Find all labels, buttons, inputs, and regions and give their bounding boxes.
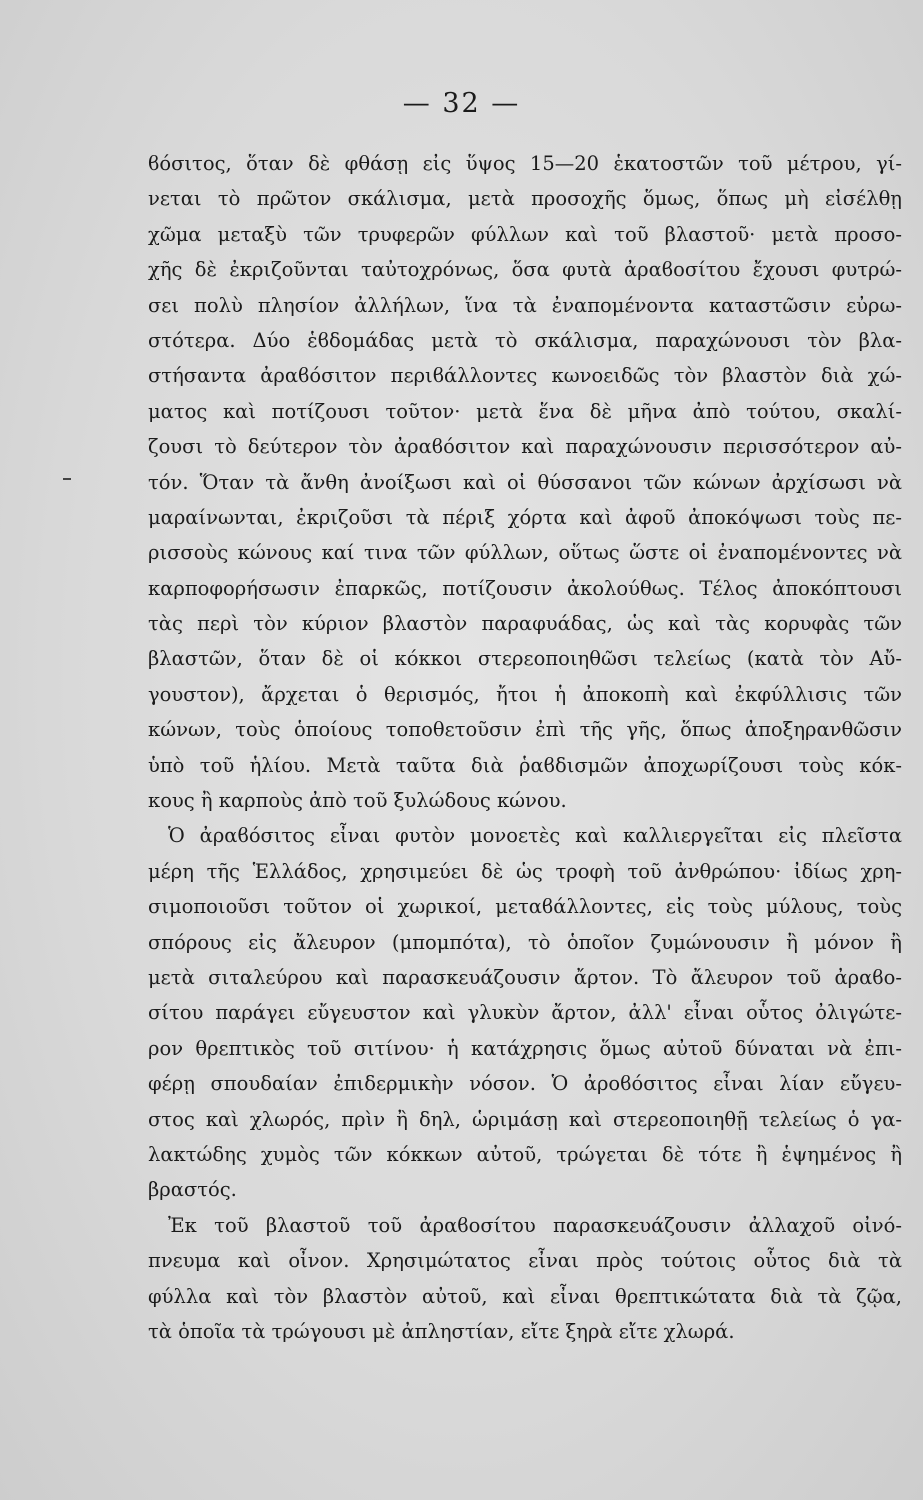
body-text: [148, 146, 902, 1349]
text-line: τόν. Ὅταν τὰ ἄνθη ἀνοίξωσι καὶ οἱ θύσσανοι τῶν κώνων ἀρχίσωσι νὰ: [148, 470, 902, 494]
page-number: — 32 —: [402, 88, 521, 119]
text-line: ρισσοὺς κώνους καί τινα τῶν φύλλων, οὕτως ὥστε οἱ ἐναπομένοντες νὰ: [148, 541, 902, 565]
text-line: χῶμα μεταξὺ τῶν τρυφερῶν φύλλων καὶ τοῦ βλαστοῦ· μετὰ προσο-: [148, 222, 902, 246]
text-line: στότερα. Δύο ἑϐδομάδας μετὰ τὸ σκάλισμα, παραχώνουσι τὸν βλα-: [148, 328, 902, 352]
text-line: ματος καὶ ποτίζουσι τοῦτον· μετὰ ἕνα δὲ μῆνα ἀπὸ τούτου, σκαλί-: [148, 399, 902, 423]
text-line: μαραίνωνται, ἐκριζοῦσι τὰ πέριξ χόρτα καὶ ἀφοῦ ἀποκόψωσι τοὺς πε-: [148, 505, 902, 529]
text-line: σιμοποιοῦσι τοῦτον οἱ χωρικοί, μεταϐάλλοντες, εἰς τοὺς μύλους, τοὺς: [148, 895, 902, 919]
text-line: τὰς περὶ τὸν κύριον βλαστὸν παραφυάδας, ὡς καὶ τὰς κορυφὰς τῶν: [148, 612, 902, 636]
margin-mark: [63, 478, 71, 480]
text-line: ρον θρεπτικὸς τοῦ σιτίνου· ἡ κατάχρησις ὅμως αὐτοῦ δύναται νὰ ἐπι-: [148, 1036, 902, 1060]
text-line: βραστός.: [148, 1178, 237, 1202]
text-line: φέρῃ σπουδαίαν ἐπιδερμικὴν νόσον. Ὁ ἀροϐόσιτος εἶναι λίαν εὔγευ-: [148, 1072, 902, 1096]
text-line: ὑπὸ τοῦ ἡλίου. Μετὰ ταῦτα διὰ ῥαϐδισμῶν ἀποχωρίζουσι τοὺς κόκ-: [148, 753, 902, 777]
text-line: νεται τὸ πρῶτον σκάλισμα, μετὰ προσοχῆς ὅμως, ὅπως μὴ εἰσέλθῃ: [148, 187, 902, 211]
text-line: κους ἢ καρποὺς ἀπὸ τοῦ ξυλώδους κώνου.: [148, 789, 567, 813]
text-line: φύλλα καὶ τὸν βλαστὸν αὐτοῦ, καὶ εἶναι θρεπτικώτατα διὰ τὰ ζῷα,: [148, 1284, 902, 1308]
text-line: ζουσι τὸ δεύτερον τὸν ἀραϐόσιτον καὶ παραχώνουσιν περισσότερον αὐ-: [148, 435, 902, 459]
text-line: τὰ ὁποῖα τὰ τρώγουσι μὲ ἀπληστίαν, εἴτε ξηρὰ εἴτε χλωρά.: [148, 1319, 735, 1343]
text-line: Ἐκ τοῦ βλαστοῦ τοῦ ἀραϐοσίτου παρασκευάζουσιν ἀλλαχοῦ οἰνό-: [168, 1213, 902, 1237]
text-line: Ὁ ἀραϐόσιτος εἶναι φυτὸν μονοετὲς καὶ καλλιεργεῖται εἰς πλεῖστα: [168, 824, 902, 848]
text-line: καρποφορήσωσιν ἐπαρκῶς, ποτίζουσιν ἀκολούθως. Τέλος ἀποκόπτουσι: [148, 576, 902, 600]
text-line: στήσαντα ἀραϐόσιτον περιϐάλλοντες κωνοειδῶς τὸν βλαστὸν διὰ χώ-: [148, 364, 902, 388]
text-line: ϐόσιτος, ὅταν δὲ φθάσῃ εἰς ὕψος 15—20 ἑκατοστῶν τοῦ μέτρου, γί-: [148, 152, 902, 175]
text-line: μέρη τῆς Ἑλλάδος, χρησιμεύει δὲ ὡς τροφὴ τοῦ ἀνθρώπου· ἰδίως χρη-: [148, 859, 902, 883]
text-line: πνευμα καὶ οἶνον. Χρησιμώτατος εἶναι πρὸς τούτοις οὗτος διὰ τὰ: [148, 1249, 902, 1273]
text-line: μετὰ σιταλεύρου καὶ παρασκευάζουσιν ἄρτον. Τὸ ἄλευρον τοῦ ἀραϐο-: [148, 965, 902, 989]
text-line: χῆς δὲ ἐκριζοῦνται ταὐτοχρόνως, ὅσα φυτὰ ἀραϐοσίτου ἔχουσι φυτρώ-: [148, 258, 902, 282]
text-line: σπόρους εἰς ἄλευρον (μπομπότα), τὸ ὁποῖον ζυμώνουσιν ἢ μόνον ἢ: [148, 930, 902, 954]
text-line: κώνων, τοὺς ὁποίους τοποθετοῦσιν ἐπὶ τῆς γῆς, ὅπως ἀποξηρανθῶσιν: [148, 718, 902, 742]
text-line: γουστον), ἄρχεται ὁ θερισμός, ἤτοι ἡ ἀποκοπὴ καὶ ἐκφύλλισις τῶν: [148, 682, 902, 706]
text-line: σίτου παράγει εὔγευστον καὶ γλυκὺν ἄρτον, ἀλλ' εἶναι οὗτος ὀλιγώτε-: [148, 1001, 902, 1025]
text-line: στος καὶ χλωρός, πρὶν ἢ δηλ, ὡριμάσῃ καὶ στερεοποιηθῇ τελείως ὁ γα-: [148, 1107, 902, 1131]
text-line: λακτώδης χυμὸς τῶν κόκκων αὐτοῦ, τρώγεται δὲ τότε ἢ ἑψημένος ἢ: [148, 1142, 902, 1166]
text-line: βλαστῶν, ὅταν δὲ οἱ κόκκοι στερεοποιηθῶσι τελείως (κατὰ τὸν Αὔ-: [148, 647, 902, 671]
text-line: σει πολὺ πλησίον ἀλλήλων, ἵνα τὰ ἐναπομένοντα καταστῶσιν εὐρω-: [148, 293, 902, 317]
